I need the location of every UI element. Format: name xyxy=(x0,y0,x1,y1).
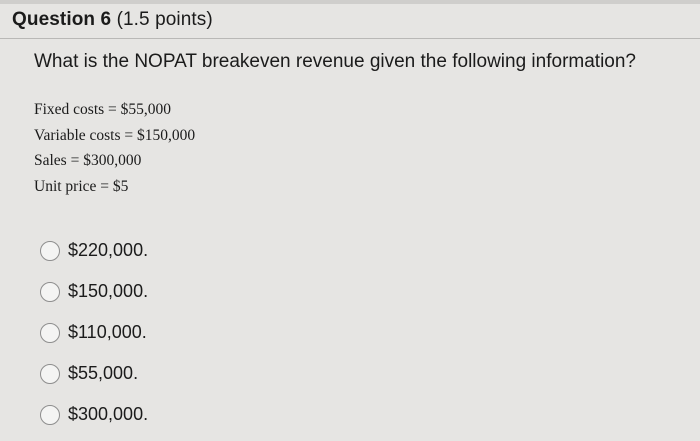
answer-option-label: $55,000. xyxy=(68,363,139,383)
given-fixed-costs: Fixed costs = $55,000 xyxy=(34,101,172,118)
answer-option-a[interactable] xyxy=(40,230,148,271)
question-number: Question 6 xyxy=(12,9,112,30)
answer-option-label: $150,000. xyxy=(68,281,149,301)
given-unit-price: Unit price = $5 xyxy=(34,177,129,195)
answer-option-label: $220,000. xyxy=(68,240,149,260)
answer-option-e[interactable] xyxy=(40,394,148,435)
question-header xyxy=(12,9,213,31)
header-divider xyxy=(0,38,700,39)
radio-button-icon[interactable] xyxy=(40,405,60,425)
given-sales: Sales = $300,000 xyxy=(34,152,142,169)
given-information-list xyxy=(34,101,195,203)
radio-button-icon[interactable] xyxy=(40,364,60,384)
given-variable-costs: Variable costs = $150,000 xyxy=(34,126,196,144)
radio-button-icon[interactable] xyxy=(40,323,60,343)
answer-option-b[interactable] xyxy=(40,271,148,312)
answer-option-label: $110,000. xyxy=(68,322,147,342)
question-points: (1.5 points) xyxy=(116,9,213,30)
answer-options xyxy=(40,230,148,435)
answer-option-label: $300,000. xyxy=(68,404,149,424)
answer-option-c[interactable] xyxy=(40,312,148,353)
answer-option-d[interactable] xyxy=(40,353,148,394)
radio-button-icon[interactable] xyxy=(40,241,60,261)
top-border xyxy=(0,0,700,4)
question-text: What is the NOPAT breakeven revenue given the following information? xyxy=(34,51,636,72)
radio-button-icon[interactable] xyxy=(40,282,60,302)
